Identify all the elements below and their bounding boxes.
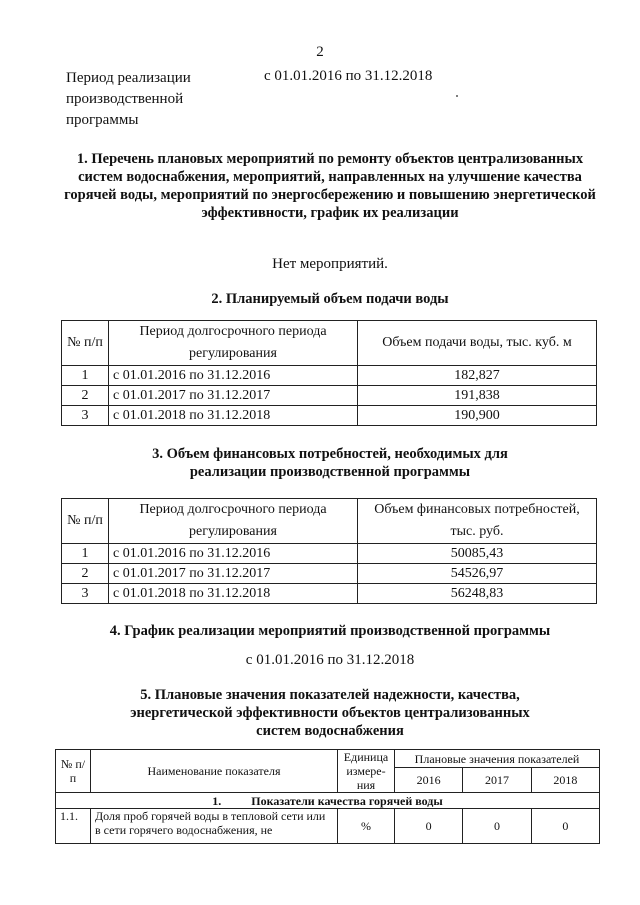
table-row bbox=[62, 544, 597, 564]
row-value-2018: 0 bbox=[531, 809, 599, 844]
section5-title: 5. Плановые значения показателей надежности, качества, энергетической эффективности объектов централизованных систем водоснабжения bbox=[130, 687, 530, 739]
section1-title: 1. Перечень плановых мероприятий по ремонту объектов централизованных систем водоснабжения, мероприятий, направленных на улучшение качества горячей воды, мероприятий по энергосбережению и повышению энергетической эффективности, график их реализации bbox=[64, 151, 596, 221]
indicators-table bbox=[55, 749, 600, 844]
table-row bbox=[62, 564, 597, 584]
row-indicator-name: Доля проб горячей воды в тепловой сети или в сети горячего водоснабжения, не bbox=[91, 809, 338, 844]
section4-period: с 01.01.2016 по 31.12.2018 bbox=[245, 652, 415, 668]
table-row bbox=[62, 366, 597, 386]
scan-speck bbox=[456, 95, 458, 97]
row-value-2016: 0 bbox=[395, 809, 463, 844]
group-title: Показатели качества горячей воды bbox=[251, 793, 443, 808]
period-value: с 01.01.2016 по 31.12.2018 bbox=[264, 68, 433, 84]
row-period: с 01.01.2016 по 31.12.2016 bbox=[109, 544, 358, 564]
row-value: 182,827 bbox=[358, 366, 597, 386]
row-value: 54526,97 bbox=[358, 564, 597, 584]
group-row bbox=[56, 793, 600, 809]
col-header-indicator-name: Наименование показателя bbox=[91, 750, 338, 793]
row-period: с 01.01.2018 по 31.12.2018 bbox=[109, 406, 358, 426]
table-row bbox=[62, 386, 597, 406]
financial-needs-table bbox=[61, 498, 597, 604]
row-number: 1.1. bbox=[56, 809, 91, 844]
table-row bbox=[62, 406, 597, 426]
row-number: 1 bbox=[62, 544, 109, 564]
row-period: с 01.01.2018 по 31.12.2018 bbox=[109, 584, 358, 604]
col-header-number: № п/п bbox=[62, 321, 109, 366]
group-number: 1. bbox=[212, 793, 222, 808]
section1-note: Нет мероприятий. bbox=[272, 256, 388, 272]
section4-title: 4. График реализации мероприятий производственной программы bbox=[109, 623, 551, 639]
col-header-planned-values: Плановые значения показателей bbox=[395, 750, 600, 768]
row-period: с 01.01.2017 по 31.12.2017 bbox=[109, 564, 358, 584]
section2-title: 2. Планируемый объем подачи воды bbox=[211, 291, 449, 307]
row-number: 2 bbox=[62, 564, 109, 584]
group-row-cell bbox=[56, 793, 600, 809]
col-header-year-2017: 2017 bbox=[463, 768, 531, 793]
page-number: 2 bbox=[316, 44, 324, 60]
section3-title: 3. Объем финансовых потребностей, необходимых для реализации производственной программы bbox=[152, 446, 508, 480]
row-value: 56248,83 bbox=[358, 584, 597, 604]
row-value: 50085,43 bbox=[358, 544, 597, 564]
row-number: 3 bbox=[62, 406, 109, 426]
col-header-period: Период долгосрочного периода регулирования bbox=[109, 499, 358, 544]
col-header-number: № п/п bbox=[62, 499, 109, 544]
col-header-financial: Объем финансовых потребностей, тыс. руб. bbox=[358, 499, 597, 544]
row-value-2017: 0 bbox=[463, 809, 531, 844]
col-header-period: Период долгосрочного периода регулирования bbox=[109, 321, 358, 366]
row-unit: % bbox=[338, 809, 395, 844]
supply-volume-table bbox=[61, 320, 597, 426]
col-header-volume: Объем подачи воды, тыс. куб. м bbox=[358, 321, 597, 366]
row-value: 191,838 bbox=[358, 386, 597, 406]
col-header-year-2016: 2016 bbox=[395, 768, 463, 793]
row-period: с 01.01.2016 по 31.12.2016 bbox=[109, 366, 358, 386]
table-row bbox=[56, 809, 600, 844]
row-value: 190,900 bbox=[358, 406, 597, 426]
table-row bbox=[62, 584, 597, 604]
col-header-number: № п/п bbox=[56, 750, 91, 793]
row-period: с 01.01.2017 по 31.12.2017 bbox=[109, 386, 358, 406]
row-number: 2 bbox=[62, 386, 109, 406]
col-header-unit: Единица измере-ния bbox=[338, 750, 395, 793]
col-header-year-2018: 2018 bbox=[531, 768, 599, 793]
period-label: Период реализации производственной программы bbox=[66, 70, 191, 128]
row-number: 3 bbox=[62, 584, 109, 604]
row-number: 1 bbox=[62, 366, 109, 386]
